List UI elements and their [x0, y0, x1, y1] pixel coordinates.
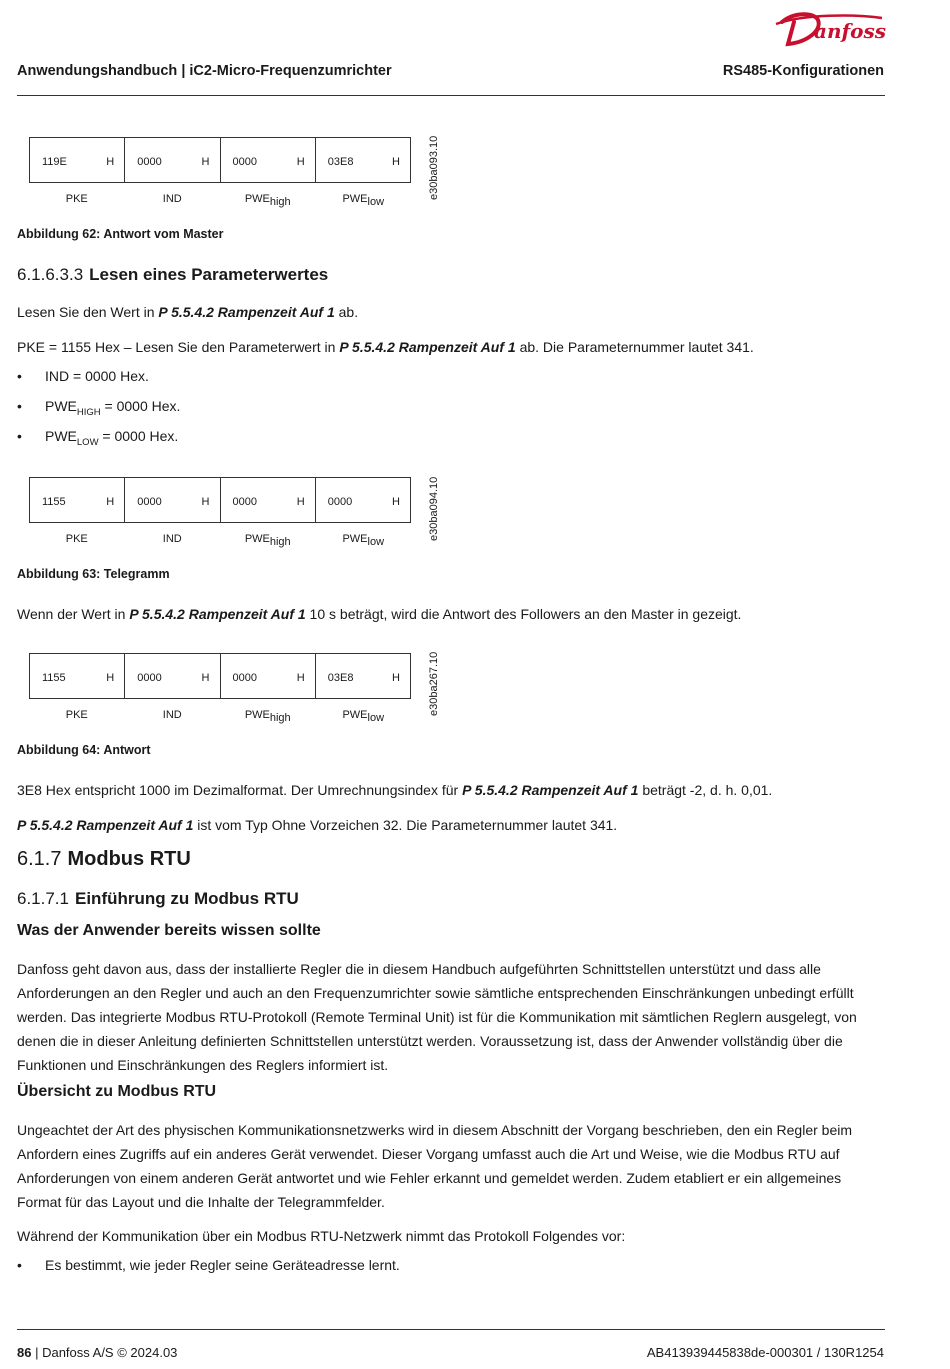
telegram-cell-pwe-high: 0000 H: [221, 478, 316, 522]
list-item: • $PWE_{HIGH} = 0000$ Hex.: [17, 398, 181, 418]
label-pwe-high: $PWE_{high}$: [244, 533, 291, 549]
list-item: • $PWE_{LOW} = 0000$ Hex.: [17, 428, 179, 448]
paragraph: P 5.5.4.2 Rampenzeit Auf 1 ist vom Typ Ohne Vorzeichen 32. Die Parameternummer lautet 341.: [17, 817, 618, 833]
label-ind: IND: [162, 533, 182, 545]
list-item: • IND = 0000 Hex.: [17, 368, 149, 384]
label-pwe-low: $PWE_{low}$: [342, 193, 385, 209]
telegram-labels: [29, 193, 411, 208]
header-divider: [17, 95, 885, 96]
subsection-heading: 6.1.7.1 Einführung zu Modbus RTU: [17, 889, 299, 908]
telegram-cell-pwe-low: 03E8 H: [327, 672, 400, 684]
paragraph: Danfoss geht davon aus, dass der installierte Regler die in diesem Handbuch aufgeführten Schnittstellen unterstützt und dass alle Anforderungen an den Regler und auch an den Frequenzumrichter sowie sämtliche entsprechenden Einschränkungen unbedingt erfüllt werden. Das integrierte Modbus RTU-Protokoll (Remote Terminal Unit) ist für die Kommunikation mit sämtlichen Reglern ausgelegt, von denen die in dieser Anleitung definierten Schnittstellen unterstützt werden. Voraussetzung ist, dass der Anwender vollständig über die Funktionen und Einschränkungen des Reglers informiert ist.: [17, 961, 857, 1073]
telegram-figure-62: [29, 137, 411, 183]
section-heading: 6.1.6.3.3 Lesen eines Parameterwertes: [17, 265, 329, 284]
footer-doc-id: AB413939445838de-000301 / 130R1254: [646, 1345, 884, 1360]
svg-text:anfoss: anfoss: [814, 19, 886, 43]
figure-caption: Abbildung 63: Telegramm: [17, 567, 170, 581]
figure-code: e30ba267.10: [428, 651, 440, 716]
telegram-cell-pke: 119E H: [30, 138, 125, 182]
label-pke: PKE: [65, 533, 88, 545]
telegram-cell-pwe-high: 0000 H: [221, 138, 316, 182]
telegram-figure-64: [29, 653, 411, 699]
telegram-labels: [29, 533, 411, 548]
telegram-figure-63: [29, 477, 411, 523]
telegram-cell-pke: 1155 H: [30, 478, 125, 522]
label-ind: IND: [162, 193, 182, 205]
danfoss-logo: [774, 8, 886, 52]
telegram-cell-ind: 0000 H: [125, 654, 220, 698]
label-pwe-low: $PWE_{low}$: [342, 533, 385, 549]
telegram-cell-pke: 1155 H: [30, 654, 125, 698]
paragraph: Ungeachtet der Art des physischen Kommunikationsnetzwerks wird in diesem Abschnitt der Vorgang beschrieben, den ein Regler beim Anfordern eines Zugriffs auf ein anderes Gerät verwendet. Dieser Vorgang umfasst auch die Art und Weise, wie die Modbus RTU auf Anforderungen von einem anderen Gerät antwortet und wie Fehler erkannt und gemeldet werden. Zudem etabliert er ein allgemeines Format für das Layout und die Inhalte der Telegrammfelder.: [17, 1122, 853, 1210]
telegram-cell-ind: 0000 H: [125, 138, 220, 182]
footer-divider: [17, 1329, 885, 1330]
label-pke: PKE: [65, 709, 88, 721]
telegram-cell-ind: 0000 H: [125, 478, 220, 522]
list-item: • Es bestimmt, wie jeder Regler seine Geräteadresse lernt.: [17, 1257, 400, 1273]
label-ind: IND: [162, 709, 182, 721]
paragraph: Wenn der Wert in P 5.5.4.2 Rampenzeit Auf 1 10 s beträgt, wird die Antwort des Followers an den Master in gezeigt.: [17, 606, 742, 622]
document-title: Anwendungshandbuch | iC2-Micro-Frequenzumrichter: [17, 63, 392, 79]
telegram-cell-pwe-low: 0000 H: [327, 496, 400, 508]
subheading: Was der Anwender bereits wissen sollte: [17, 922, 321, 939]
section-title: RS485-Konfigurationen: [722, 63, 884, 79]
telegram-labels: [29, 709, 411, 724]
figure-code: e30ba093.10: [428, 135, 440, 200]
subheading: Übersicht zu Modbus RTU: [17, 1083, 217, 1100]
paragraph: 3E8 Hex entspricht 1000 im Dezimalformat. Der Umrechnungsindex für P 5.5.4.2 Rampenzeit Auf 1 beträgt -2, d. h. 0,01.: [17, 782, 773, 798]
figure-caption: Abbildung 64: Antwort: [17, 743, 151, 757]
footer-page: 86 | Danfoss A/S © 2024.03: [17, 1345, 178, 1360]
paragraph: Während der Kommunikation über ein Modbus RTU-Netzwerk nimmt das Protokoll Folgendes vor:: [17, 1228, 626, 1244]
figure-code: e30ba094.10: [428, 476, 440, 541]
label-pwe-high: $PWE_{high}$: [244, 709, 291, 725]
telegram-cell-pwe-high: 0000 H: [221, 654, 316, 698]
paragraph: PKE = 1155 Hex – Lesen Sie den Parameterwert in P 5.5.4.2 Rampenzeit Auf 1 ab. Die Parameternummer lautet 341.: [17, 339, 754, 355]
figure-caption: Abbildung 62: Antwort vom Master: [17, 227, 224, 241]
telegram-cell-pwe-low: 03E8 H: [327, 156, 400, 168]
label-pke: PKE: [65, 193, 88, 205]
label-pwe-high: $PWE_{high}$: [244, 193, 291, 209]
section-heading: 6.1.7 Modbus RTU: [17, 848, 191, 870]
label-pwe-low: $PWE_{low}$: [342, 709, 385, 725]
paragraph: Lesen Sie den Wert in P 5.5.4.2 Rampenzeit Auf 1 ab.: [17, 304, 359, 320]
